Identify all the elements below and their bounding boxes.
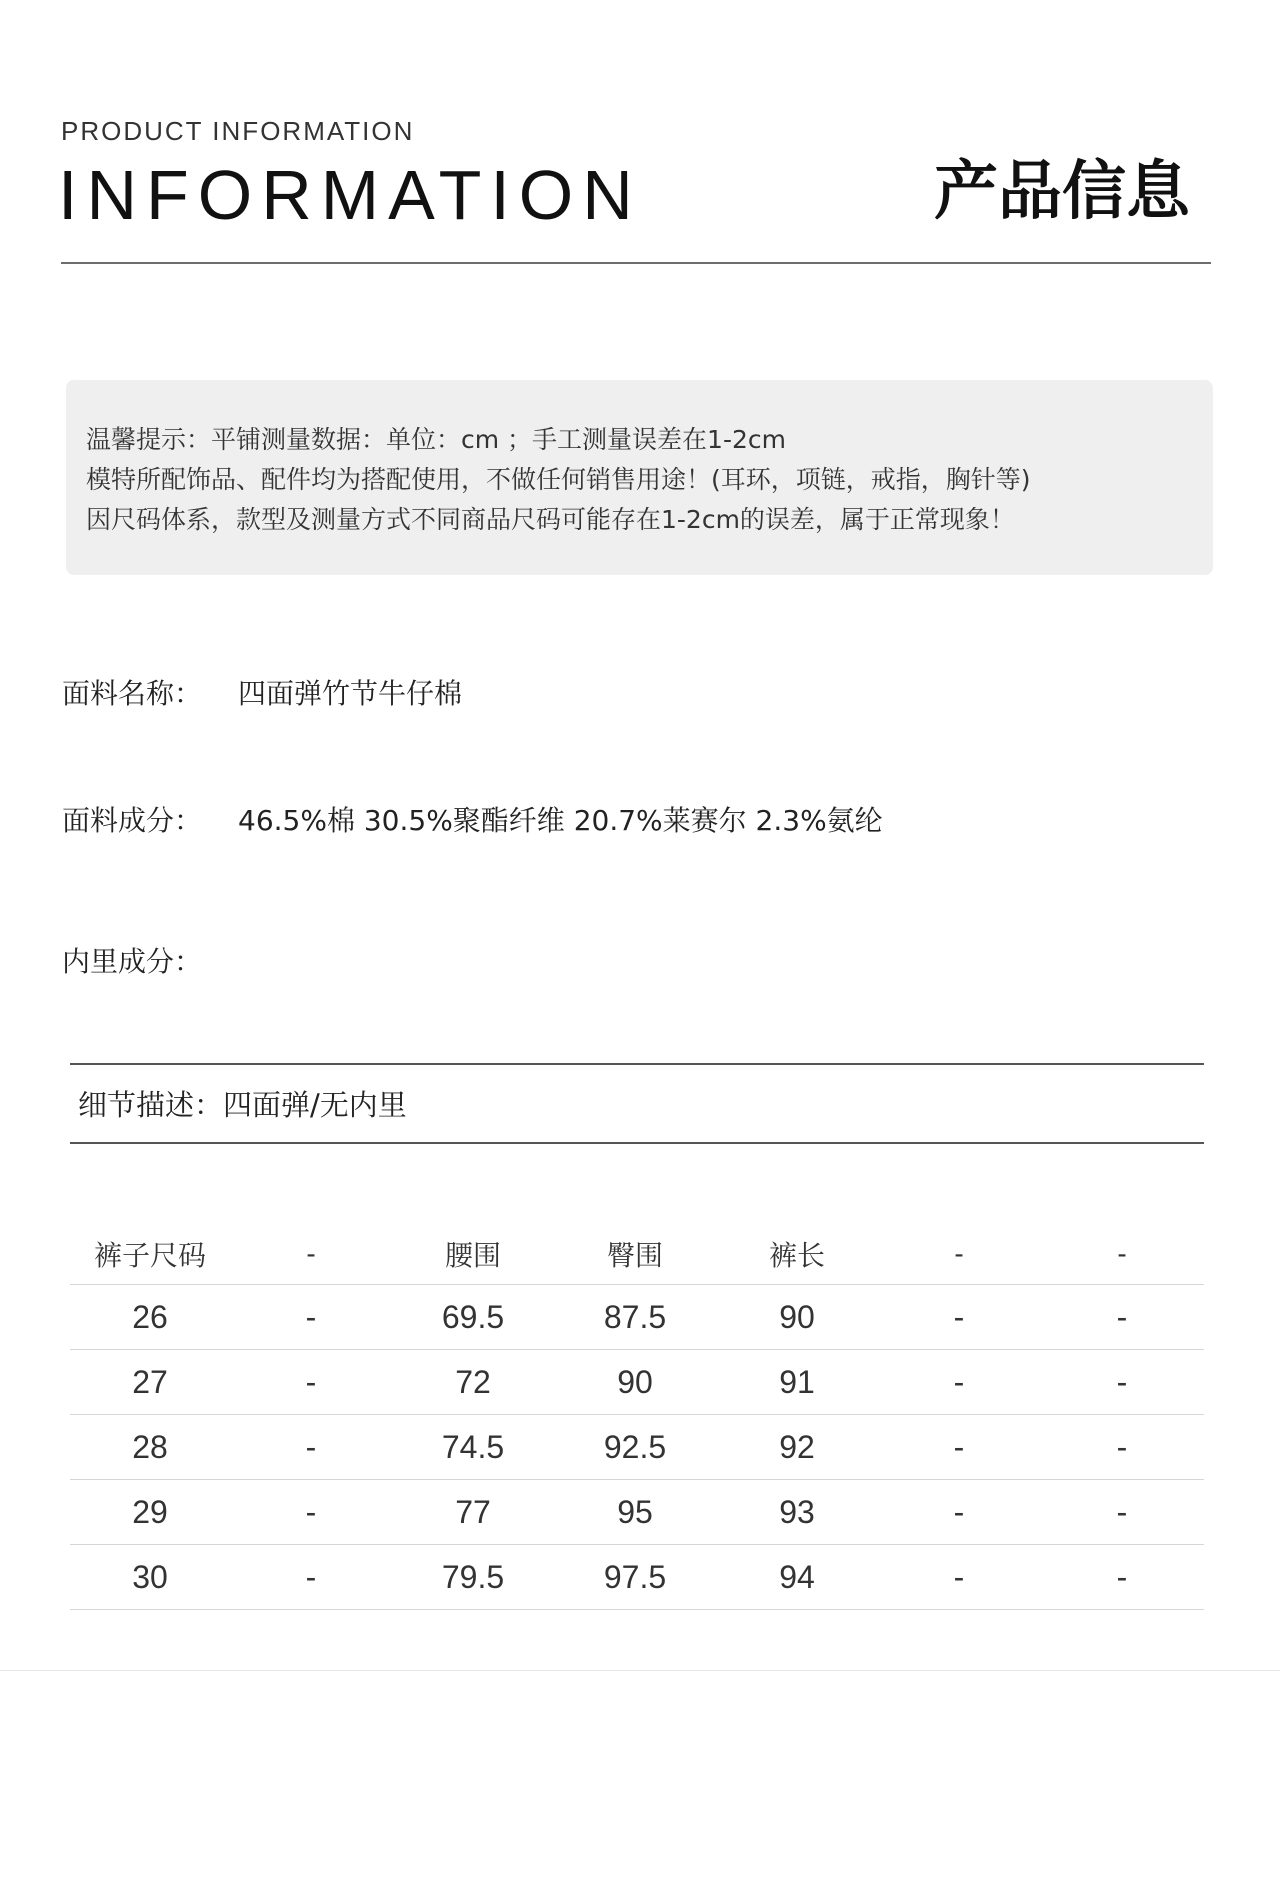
section-subtitle: PRODUCT INFORMATION [61,116,415,146]
header-divider [61,262,1211,264]
header-length: 裤长 [768,1239,825,1272]
detail-label: 细节描述： [78,1088,224,1122]
cell-length: 94 [779,1558,815,1595]
cell-waist: 69.5 [441,1298,505,1335]
detail-divider-bottom [70,1142,1204,1144]
cell-blank: - [953,1298,965,1335]
cell-blank: - [1116,1363,1128,1400]
table-row [70,1350,1204,1415]
table-row [70,1480,1204,1545]
notice-line: 温馨提示：平铺测量数据：单位：cm ；手工测量误差在1-2cm [86,425,786,454]
header-blank: - [954,1238,964,1269]
cell-length: 91 [779,1363,815,1400]
lining-composition-row [62,940,238,980]
table-row [70,1285,1204,1350]
notice-line: 模特所配饰品、配件均为搭配使用，不做任何销售用途！(耳环，项链，戒指，胸针等) [86,465,1031,494]
cell-blank: - [953,1428,965,1465]
cell-hip: 97.5 [603,1558,667,1595]
cell-hip: 87.5 [603,1298,667,1335]
cell-blank: - [305,1428,317,1465]
cell-blank: - [305,1493,317,1530]
cell-blank: - [305,1558,317,1595]
cell-blank: - [953,1558,965,1595]
section-title-cn: 产品信息 [934,155,1190,229]
cell-waist: 79.5 [441,1558,505,1595]
cell-blank: - [305,1363,317,1400]
cell-size: 27 [132,1363,168,1400]
cell-size: 28 [132,1428,168,1465]
notice-box [66,380,1213,575]
cell-waist: 77 [455,1493,491,1530]
cell-waist: 74.5 [441,1428,505,1465]
cell-hip: 92.5 [603,1428,667,1465]
detail-value: 四面弹/无内里 [223,1088,407,1122]
detail-row [78,1083,407,1124]
cell-size: 29 [132,1493,168,1530]
detail-divider-top [70,1063,1204,1065]
fabric-composition-value: 46.5%棉 30.5%聚酯纤维 20.7%莱赛尔 2.3%氨纶 [238,804,883,837]
cell-blank: - [953,1493,965,1530]
section-title: INFORMATION [58,156,642,234]
cell-blank: - [305,1298,317,1335]
cell-blank: - [1116,1428,1128,1465]
cell-hip: 95 [617,1493,653,1530]
notice-line: 因尺码体系，款型及测量方式不同商品尺码可能存在1-2cm的误差，属于正常现象！ [86,505,1015,534]
header-size: 裤子尺码 [93,1239,206,1272]
cell-length: 93 [779,1493,815,1530]
header-waist: 腰围 [444,1239,501,1272]
table-row [70,1415,1204,1480]
fabric-name-value: 四面弹竹节牛仔棉 [238,677,463,710]
fabric-name-label: 面料名称： [62,677,203,710]
cell-waist: 72 [455,1363,491,1400]
table-row [70,1545,1204,1610]
cell-blank: - [953,1363,965,1400]
size-table-header [70,1224,1204,1285]
cell-blank: - [1116,1558,1128,1595]
fabric-name-row [62,672,462,712]
fabric-composition-label: 面料成分： [62,804,203,837]
fabric-composition-row [62,799,883,839]
bottom-divider [0,1670,1280,1671]
cell-length: 90 [779,1298,815,1335]
cell-size: 26 [132,1298,168,1335]
header-blank: - [1117,1238,1127,1269]
header-blank: - [306,1238,316,1269]
cell-blank: - [1116,1493,1128,1530]
size-table [70,1224,1204,1610]
cell-size: 30 [132,1558,168,1595]
cell-blank: - [1116,1298,1128,1335]
header-hip: 臀围 [606,1239,663,1272]
lining-composition-label: 内里成分： [62,945,203,978]
cell-length: 92 [779,1428,815,1465]
cell-hip: 90 [617,1363,653,1400]
